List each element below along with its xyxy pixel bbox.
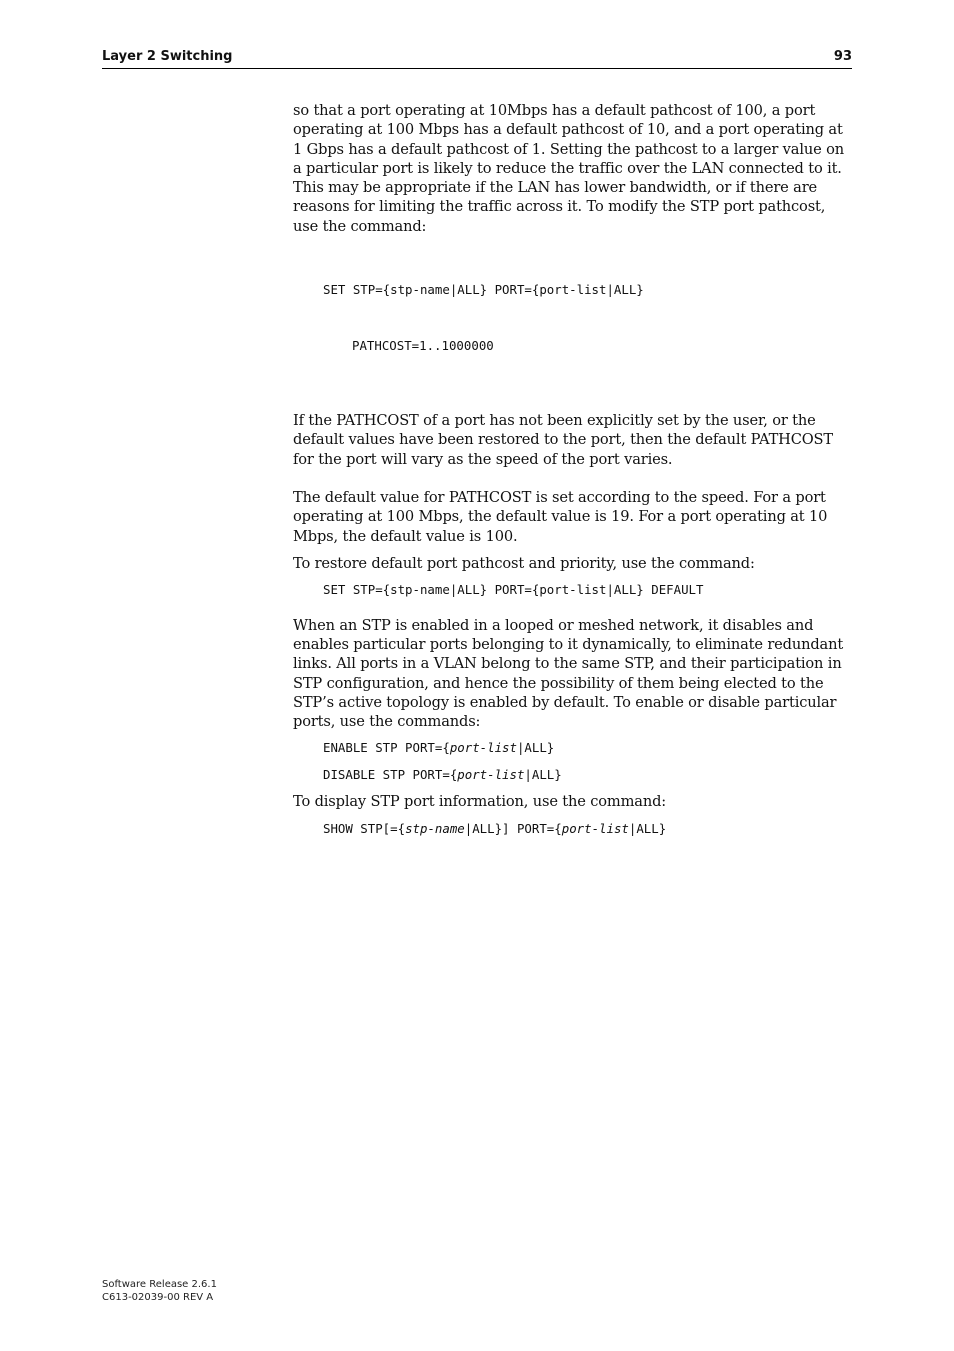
paragraph-pathcost-defaults: so that a port operating at 10Mbps has a default pathcost of 100, a port operating at 100 Mbps has a default pathcost of 10, and a port operating at 1 Gbps has a default pathcost of 1. Setting the pathcost to a larger value on a particular port is likely to reduce the traffic over the LAN connected to it. This may be appropriate if the LAN has lower bandwidth, or if there are reasons for limiting the traffic across it. To modify the STP port pathcost, use the command:	[293, 102, 844, 235]
command-line: SET STP={stp-name|ALL} PORT={port-list|ALL}	[323, 282, 644, 298]
footer-doc-number: C613-02039-00 REV A	[102, 1291, 214, 1303]
command-set-default: SET STP={stp-name|ALL} PORT={port-list|ALL} DEFAULT	[323, 582, 704, 598]
command-enable-stp-port: ENABLE STP PORT={port-list|ALL}	[323, 740, 555, 756]
paragraph-pathcost-default-value: The default value for PATHCOST is set according to the speed. For a port operating at 100 Mbps, the default value is 19. For a port operating at 10 Mbps, the default value is 100.	[293, 488, 828, 545]
command-line-continued: PATHCOST=1..1000000	[352, 337, 494, 353]
paragraph-restore-defaults: To restore default port pathcost and priority, use the command:	[293, 554, 755, 572]
footer-release: Software Release 2.6.1	[102, 1279, 217, 1290]
header-title: Layer 2 Switching	[102, 49, 233, 64]
page-number: 93	[833, 49, 852, 64]
running-header	[102, 48, 852, 69]
command-disable-stp-port: DISABLE STP PORT={port-list|ALL}	[323, 766, 562, 782]
body-text	[293, 101, 853, 838]
command-set-pathcost	[293, 244, 853, 392]
page-footer	[102, 1279, 217, 1304]
paragraph-display-port-info: To display STP port information, use the command:	[293, 793, 667, 811]
paragraph-pathcost-speed: If the PATHCOST of a port has not been explicitly set by the user, or the default values have been restored to the port, then the default PATHCOST for the port will vary as the speed of the port varies.	[293, 412, 833, 468]
command-show-stp-port: SHOW STP[={stp-name|ALL}] PORT={port-list|ALL}	[323, 820, 667, 836]
paragraph-enable-disable-ports: When an STP is enabled in a looped or meshed network, it disables and enables particular ports belonging to it dynamically, to eliminate redundant links. All ports in a VLAN belong to the same STP, and their participation in STP configuration, and hence the possibility of them being elected to the STP’s active topology is enabled by default. To enable or disable particular ports, use the commands:	[293, 616, 844, 731]
